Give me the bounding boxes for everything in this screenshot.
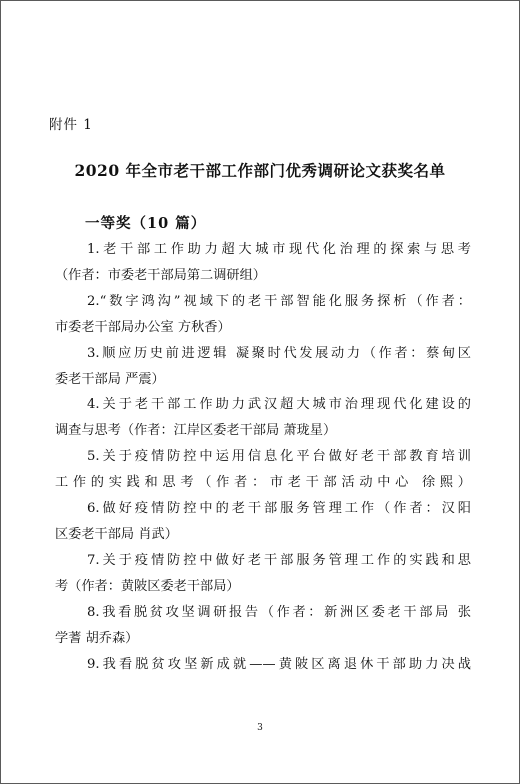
- document-title: 2020 年全市老干部工作部门优秀调研论文获奖名单: [74, 161, 446, 180]
- list-line: 考（作者：黄陂区委老干部局）: [55, 578, 240, 594]
- list-line: 8.我看脱贫攻坚调研报告（作者：新洲区委老干部局 张: [87, 604, 471, 620]
- list-line: 委老干部局 严震）: [55, 371, 165, 387]
- section-heading: 一等奖（10 篇）: [85, 215, 207, 232]
- list-line: 学蓍 胡乔森）: [55, 630, 139, 646]
- page-number: 3: [257, 723, 263, 733]
- list-line: 3.顺应历史前进逻辑 凝聚时代发展动力（作者：蔡甸区: [87, 345, 471, 361]
- list-line: 6.做好疫情防控中的老干部服务管理工作（作者：汉阳: [87, 501, 471, 517]
- list-line: 区委老干部局 肖武）: [55, 526, 178, 542]
- list-line: 2.“数字鸿沟”视域下的老干部智能化服务探析（作者：: [87, 293, 471, 309]
- list-line: 工作的实践和思考（作者：市老干部活动中心 徐熙）: [55, 475, 471, 491]
- list-line: （作者：市委老干部局第二调研组）: [55, 267, 266, 283]
- award-list: [55, 237, 471, 677]
- list-line: 4.关于老干部工作助力武汉超大城市治理现代化建设的: [87, 397, 471, 413]
- list-line: 1.老干部工作助力超大城市现代化治理的探索与思考: [87, 242, 471, 257]
- list-line: 9.我看脱贫攻坚新成就——黄陂区离退休干部助力决战: [87, 656, 471, 672]
- list-line: 7.关于疫情防控中做好老干部服务管理工作的实践和思: [87, 552, 471, 568]
- list-line: 市委老干部局办公室 方秋香）: [55, 319, 231, 335]
- list-line: 5.关于疫情防控中运用信息化平台做好老干部教育培训: [87, 449, 471, 465]
- list-line: 调查与思考（作者：江岸区委老干部局 萧珑星）: [55, 423, 337, 439]
- attachment-label: 附件 1: [49, 117, 93, 133]
